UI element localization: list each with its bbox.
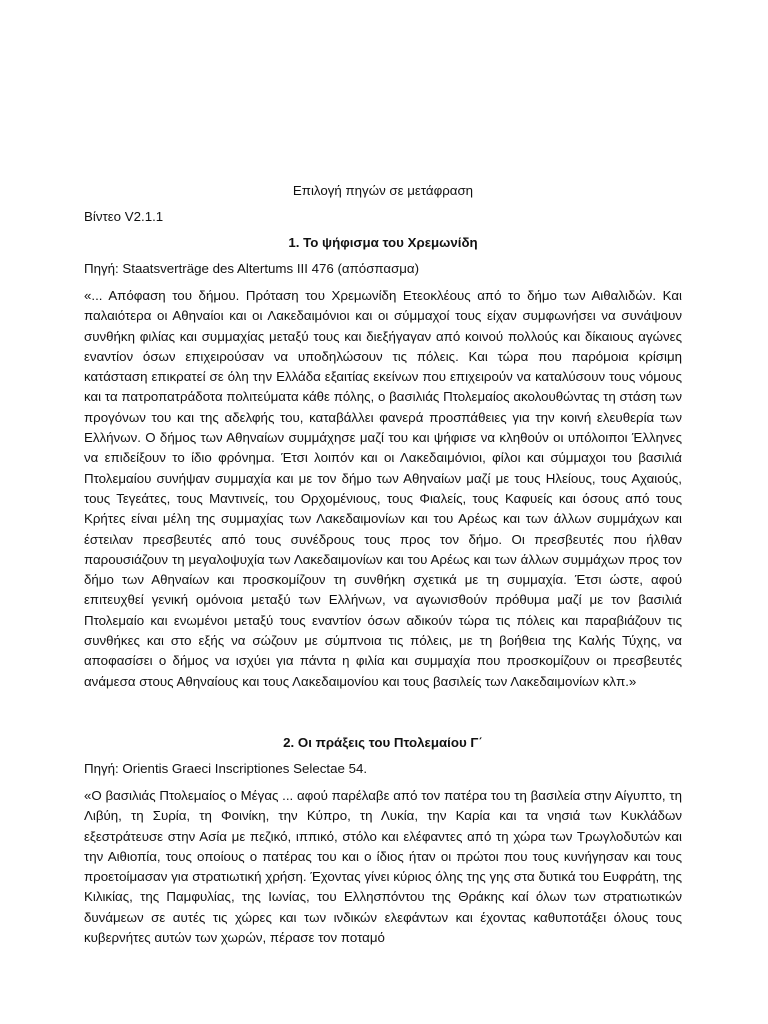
quote-text: «... Απόφαση του δήμου. Πρόταση του Χρεμωνίδη Ετεοκλέους από το δήμο των Αιθαλιδών. Και παλαιότερα οι Αθηναίοι και οι Λακεδαιμόνιοι και οι σύμμαχοί τους είχαν συμφωνήσει να συνάψουν συνθήκη φιλίας και συμμαχίας μεταξύ τους και διεξήγαγαν από κοινού πολλούς και δίκαιους αγώνες εναντίον όσων επιχειρούσαν να υποδηλώσουν τις πόλεις. Και τώρα που παρόμοια κρίσιμη κατάσταση επικρατεί σε όλη την Ελλάδα εξαιτίας εκείνων που επιχειρούν να καταλύσουν τους νόμους και τα πατροπατράδοτα πολιτεύματα κάθε πόλης, ο βασιλιάς Πτολεμαίος ακολουθώντας τη στάση των προγόνων του και της αδελφής του, καταβάλλει φανερά προσπάθειες για την κοινή ελευθερία των Ελλήνων. Ο δήμος των Αθηναίων συμμάχησε μαζί του και ψήφισε να κληθούν οι υπόλοιποι Έλληνες να επιδείξουν το ίδιο φρόνημα. Έτσι λοιπόν και οι Λακεδαιμόνιοι, φίλοι και σύμμαχοι του βασιλιά Πτολεμαίου συνήψαν συμμαχία και με τον δήμο των Αθηναίων μαζί με τους Ηλείους, τους Αχαιούς, τους Τεγεάτες, τους Μαντινείς, του Ορχομένιους, τους Φιαλείς, τους Καφυείς και όσους από τους Κρήτες είναι μέλη της συμμαχίας των Λακεδαιμονίων και του Αρέως και των άλλων συμμάχων και έστειλαν πρεσβευτές από τους συνέδρους τους προς τον δήμο. Οι πρεσβευτές που ήλθαν παρουσιάζουν τη μεγαλοψυχία των Λακεδαιμονίων και του Αρέως και των άλλων συμμάχων προς τον δήμο των Αθηναίων και προσκομίζουν τη συνθήκη σχετικά με τη συμμαχία. Έτσι ώστε, αφού επιτευχθεί γενική ομόνοια μεταξύ των Ελλήνων, να αγωνισθούν πρόθυμα μαζί με τον βασιλιά Πτολεμαίο και ενωμένοι μεταξύ τους εναντίον όσων αδικούν τώρα τις πόλεις και παραβιάζουν τις συνθήκες και στο εξής να σώζουν με σύμπνοια τις πόλεις, με τη βοήθεια της Καλής Τύχης, να αποφασίσει ο δήμος να ισχύει για πάντα η φιλία και συμμαχία που προσκομίζουν οι πρεσβευτές ανάμεσα στους Αθηναίους και τους Λακεδαιμονίου και τους βασιλείς των Λακεδαιμονίων κλπ.» <box>84 288 682 689</box>
document-page <box>84 182 682 948</box>
source-line: Πηγή: Staatsverträge des Altertums III 476 (απόσπασμα) <box>84 261 420 276</box>
section-1 <box>84 234 682 692</box>
document-title: Επιλογή πηγών σε μετάφραση <box>292 183 474 198</box>
quote-text: «Ο βασιλιάς Πτολεμαίος ο Μέγας ... αφού παρέλαβε από τον πατέρα του τη βασιλεία στην Αίγυπτο, τη Λιβύη, τη Συρία, τη Φοινίκη, την Κύπρο, τη Λυκία, την Καρία και τα νησιά των Κυκλάδων εξεστράτευσε στην Ασία με πεζικό, ιππικό, στόλο και ελέφαντες από τη χώρα των Τρωγλοδυτών και την Αιθιοπία, τους οποίους ο πατέρας του και ο ίδιος ήταν οι πρώτοι που τους κυνήγησαν και τους προετοίμασαν για στρατιωτική χρήση. Έχοντας γίνει κύριος όλης της γης στα δυτικά του Ευφράτη, της Κιλικίας, της Παμφυλίας, της Ιωνίας, του Ελλησπόντου της Θράκης καί όλων των στρατιωτικών δυνάμεων σε αυτές τις χώρες και των ινδικών ελεφάντων και έχοντας καθυποτάξει όλους τους κυβερνήτες αυτών των χωρών, πέρασε τον ποταμό <box>84 787 682 946</box>
section-heading: 2. Οι πράξεις του Πτολεμαίου Γ΄ <box>283 734 483 750</box>
section-divider <box>84 692 682 734</box>
video-reference: Βίντεο V2.1.1 <box>84 209 164 224</box>
source-line: Πηγή: Orientis Graeci Inscriptiones Selectae 54. <box>84 760 368 776</box>
section-heading: 1. Το ψήφισμα του Χρεμωνίδη <box>288 235 478 250</box>
section-2 <box>84 734 682 948</box>
